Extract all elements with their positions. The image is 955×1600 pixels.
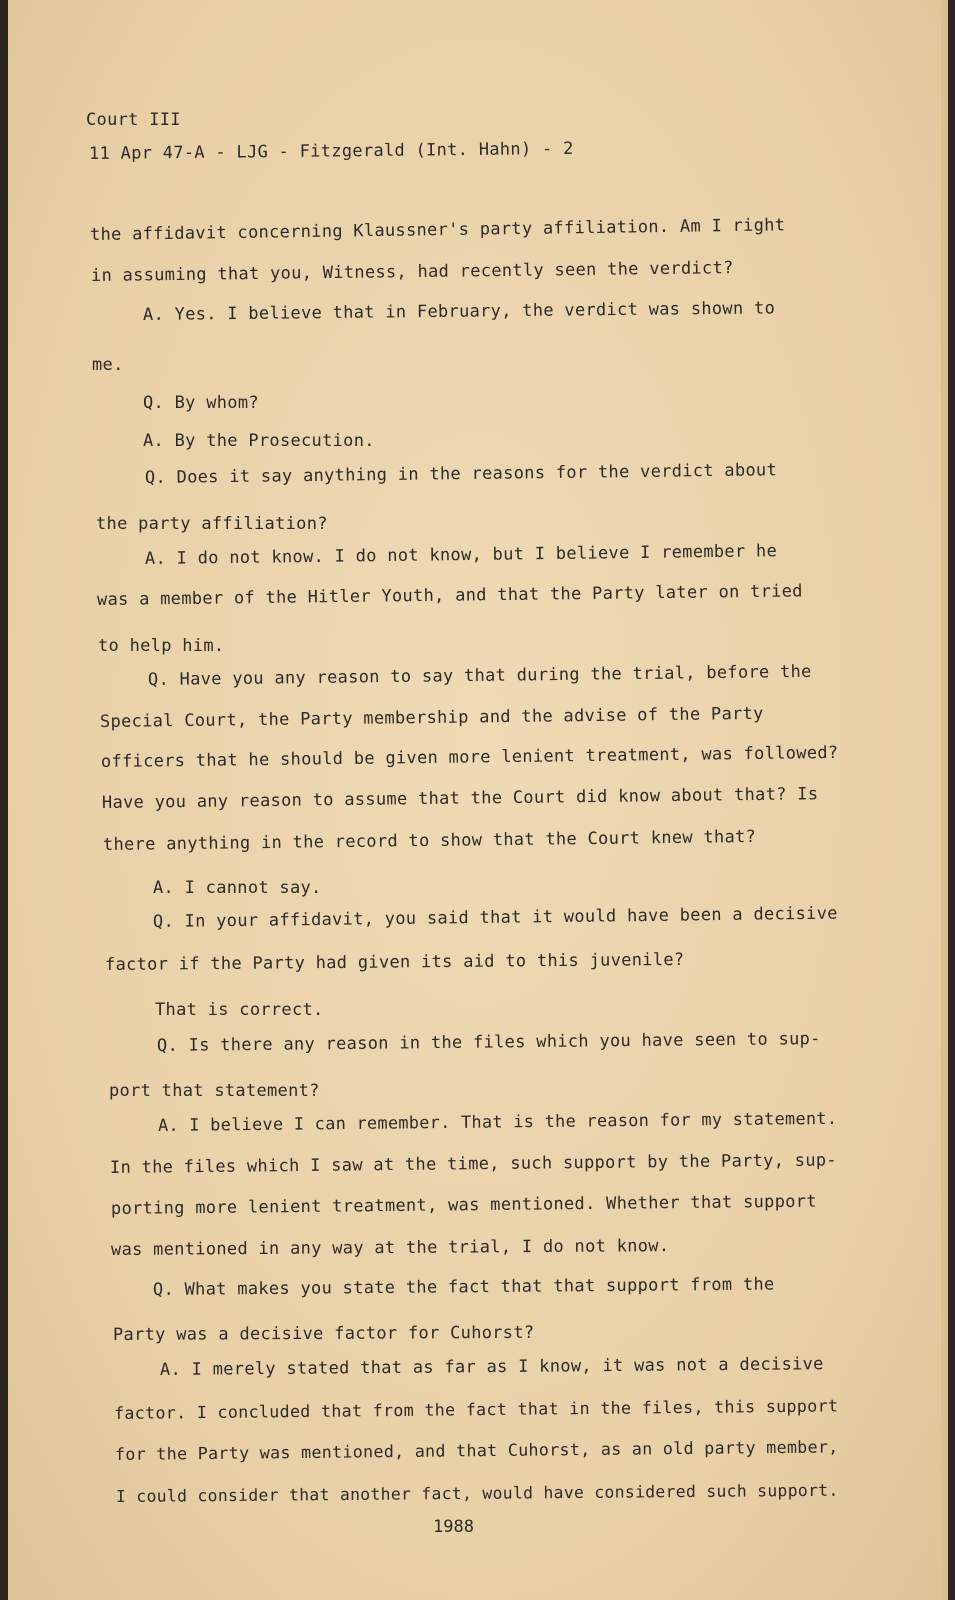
- transcript-line: factor if the Party had given its aid to this juvenile?: [104, 949, 685, 975]
- transcript-line: Party was a decisive factor for Cuhorst?: [112, 1322, 535, 1345]
- transcript-line: A. I believe I can remember. That is the reason for my statement.: [157, 1107, 838, 1135]
- transcript-line: in assuming that you, Witness, had recently seen the verdict?: [90, 258, 734, 286]
- session-line: 11 Apr 47-A - LJG - Fitzgerald (Int. Hahn) - 2: [88, 138, 574, 164]
- binding-edge: [0, 0, 8, 1600]
- transcript-line: the party affiliation?: [96, 514, 328, 534]
- transcript-line: the affidavit concerning Klaussner's party affiliation. Am I right: [89, 215, 786, 245]
- transcript-line: was a member of the Hitler Youth, and that the Party later on tried: [96, 581, 803, 610]
- transcript-line: Q. What makes you state the fact that that support from the: [152, 1274, 775, 1300]
- page-edge: [941, 0, 948, 1600]
- transcript-line: That is correct.: [155, 1000, 324, 1020]
- transcript-line: A. I merely stated that as far as I know, it was not a decisive: [159, 1354, 824, 1380]
- transcript-line: me.: [92, 355, 124, 375]
- transcript-line: A. Yes. I believe that in February, the verdict was shown to: [142, 298, 776, 325]
- transcript-line: A. By the Prosecution.: [143, 431, 375, 451]
- transcript-line: Q. Is there any reason in the files which you have seen to sup-: [156, 1029, 821, 1056]
- transcript-line: Q. In your affidavit, you said that it would have been a decisive: [152, 903, 838, 932]
- court-heading: Court III: [86, 110, 181, 130]
- page-number: 1988: [433, 1517, 474, 1537]
- transcript-line: was mentioned in any way at the trial, I do not know.: [110, 1236, 670, 1260]
- transcript-line: to help him.: [98, 636, 225, 656]
- document-page: [8, 0, 948, 1600]
- transcript-line: port that statement?: [109, 1081, 320, 1101]
- transcript-line: Q. Have you any reason to say that during the trial, before the: [147, 661, 812, 690]
- transcript-line: for the Party was mentioned, and that Cuhorst, as an old party member,: [114, 1437, 839, 1464]
- transcript-line: A. I cannot say.: [153, 878, 322, 898]
- transcript-line: there anything in the record to show that the Court knew that?: [102, 827, 757, 855]
- transcript-line: Special Court, the Party membership and the advise of the Party: [99, 703, 764, 732]
- transcript-line: officers that he should be given more lenient treatment, was followed?: [100, 742, 839, 772]
- transcript-line: factor. I concluded that from the fact that in the files, this support: [113, 1395, 839, 1423]
- transcript-line: Have you any reason to assume that the Court did know about that? Is: [101, 784, 819, 813]
- transcript-line: I could consider that another fact, would have considered such support.: [115, 1480, 839, 1506]
- transcript-line: Q. Does it say anything in the reasons for the verdict about: [144, 460, 778, 488]
- transcript-line: Q. By whom?: [143, 393, 259, 413]
- transcript-line: In the files which I saw at the time, such support by the Party, sup-: [109, 1150, 837, 1178]
- transcript-line: A. I do not know. I do not know, but I believe I remember he: [144, 541, 778, 569]
- transcript-line: porting more lenient treatment, was mentioned. Whether that support: [110, 1191, 817, 1219]
